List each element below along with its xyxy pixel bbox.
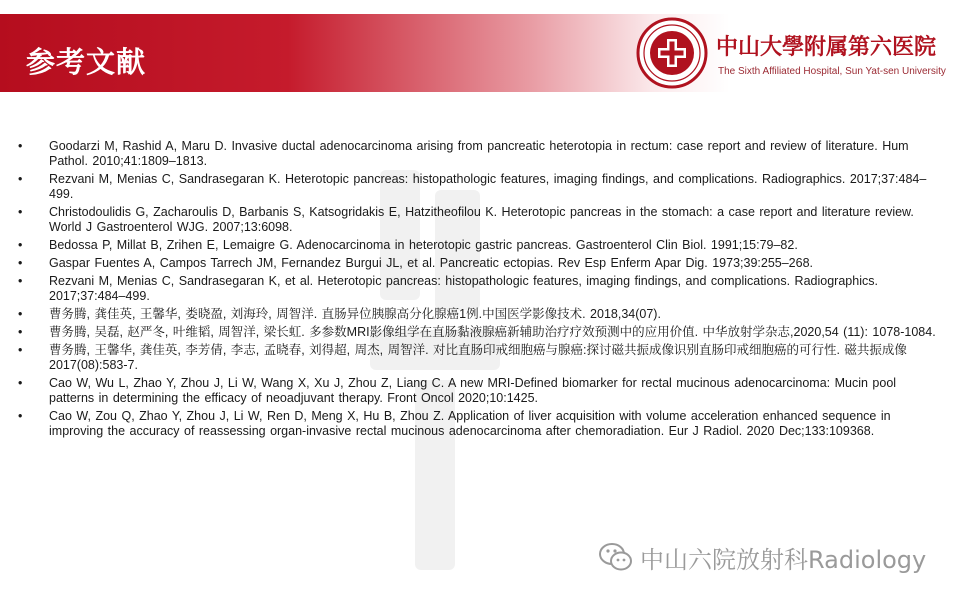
reference-item [18,409,943,439]
reference-text: Gaspar Fuentes A, Campos Tarrech JM, Fernandez Burgui JL, et al. Pancreatic ectopias. Rev Esp Enferm Apar Dig. 1973;39:255–268. [49,256,814,270]
page-title: 参考文献 [26,45,147,79]
wechat-watermark [598,539,926,575]
hospital-name-en: The Sixth Affiliated Hospital, Sun Yat-sen University [718,66,946,77]
bullet-marker: • [18,307,23,321]
reference-text: 曹务腾, 王馨华, 龚佳英, 李芳倩, 李志, 孟晓春, 刘得超, 周杰, 周智洋. 对比直肠印戒细胞癌与腺癌:探讨磁共振成像识别直肠印戒细胞癌的可行性. 磁共振成像 2017(08):583-7. [49,343,907,372]
reference-item [18,307,943,322]
reference-text: Goodarzi M, Rashid A, Maru D. Invasive ductal adenocarcinoma arising from pancreatic heterotopia in rectum: case report and review of literature. Hum Pathol. 2010;41:1809–1813. [49,139,909,168]
reference-text: Cao W, Zou Q, Zhao Y, Zhou J, Li W, Ren D, Meng X, Hu B, Zhou Z. Application of liver acquisition with volume acceleration enhanced sequence in improving the accuracy of reassessing organ-invasive rectal mucinous adenocarcinoma after chemoradiation. Eur J Radiol. 2020 Dec;133:109368. [49,409,891,438]
reference-item [18,172,943,202]
reference-text: Christodoulidis G, Zacharoulis D, Barbanis S, Katsogridakis E, Hatzitheofilou K. Heterotopic pancreas in the stomach: a case report and literature review. World J Gastroenterol WJG. 2007;13:6098. [49,205,914,234]
reference-item [18,325,943,340]
reference-text: 曹务腾, 龚佳英, 王馨华, 娄晓盈, 刘海玲, 周智洋. 直肠异位胰腺高分化腺癌1例.中国医学影像技术. 2018,34(07). [49,307,661,321]
reference-list [18,139,943,442]
wechat-icon [598,541,634,573]
reference-item [18,343,943,373]
reference-item [18,205,943,235]
reference-item [18,139,943,169]
reference-item [18,376,943,406]
watermark-text: 中山六院放射科Radiology [640,545,927,574]
bullet-marker: • [18,238,23,252]
reference-item [18,274,943,304]
bullet-marker: • [18,274,23,288]
reference-item [18,256,943,271]
reference-text: Rezvani M, Menias C, Sandrasegaran K. Heterotopic pancreas: histopathologic features, imaging findings, and complications. Radiographics. 2017;37:484–499. [49,172,927,201]
bullet-marker: • [18,205,23,219]
bullet-marker: • [18,139,23,153]
hospital-logo [636,17,708,89]
reference-text: Bedossa P, Millat B, Zrihen E, Lemaigre G. Adenocarcinoma in heterotopic gastric pancreas. Gastroenterol Clin Biol. 1991;15:79–82. [49,238,798,252]
reference-text: 曹务腾, 吴磊, 赵严冬, 叶维韬, 周智洋, 梁长虹. 多参数MRI影像组学在直肠黏液腺癌新辅助治疗疗效预测中的应用价值. 中华放射学杂志,2020,54 (11): 1078-1084. [49,325,936,339]
bullet-marker: • [18,172,23,186]
reference-text: Cao W, Wu L, Zhao Y, Zhou J, Li W, Wang X, Xu J, Zhou Z, Liang C. A new MRI-Defined biomarker for rectal mucinous adenocarcinoma: Mucin pool patterns in determining the efficacy of neoadjuvant therapy. Front Oncol 2020;10:1425. [49,376,897,405]
bullet-marker: • [18,343,23,357]
bullet-marker: • [18,256,23,270]
bullet-marker: • [18,376,23,390]
bullet-marker: • [18,325,23,339]
hospital-name-cn: 中山大學附属第六医院 [716,34,937,60]
bullet-marker: • [18,409,23,423]
reference-text: Rezvani M, Menias C, Sandrasegaran K, et al. Heterotopic pancreas: histopathologic features, imaging findings, and complications. Radiographics. 2017;37:484–499. [49,274,878,303]
reference-item [18,238,943,253]
